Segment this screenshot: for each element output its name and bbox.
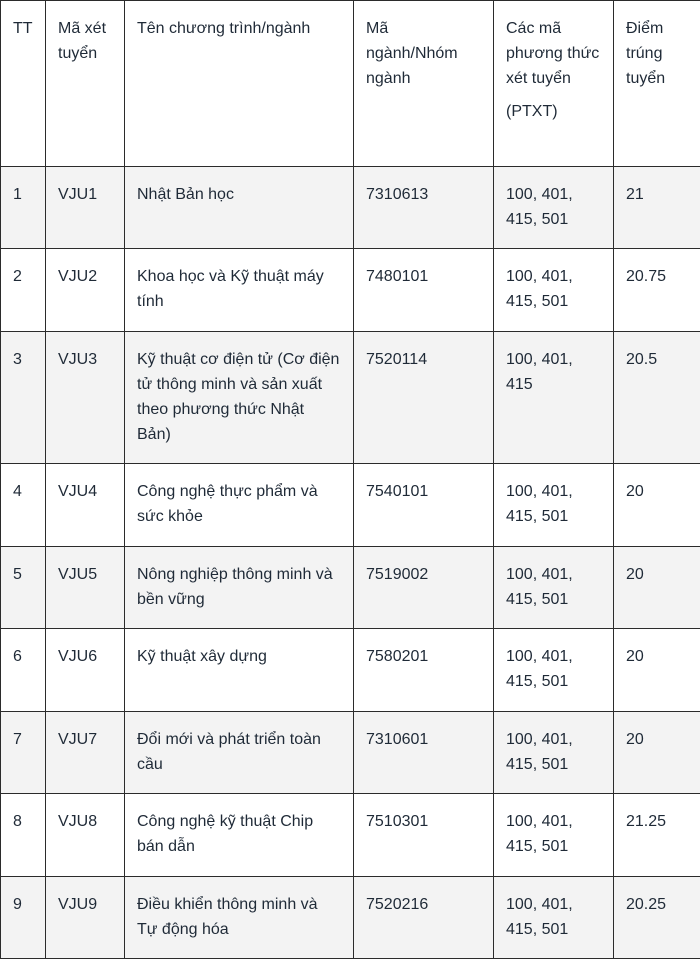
cell-ptxt: 100, 401, 415, 501	[494, 794, 614, 877]
table-row	[1, 167, 700, 249]
header-phuong-thuc-label: Các mã phương thức xét tuyển	[506, 20, 600, 87]
table-row	[1, 877, 700, 959]
header-ma-nganh: Mã ngành/Nhóm ngành	[354, 1, 494, 167]
cell-ma-nganh: 7520114	[354, 332, 494, 464]
cell-ten: Kỹ thuật xây dựng	[125, 629, 354, 712]
cell-tt: 6	[1, 629, 46, 712]
cell-diem: 20	[614, 547, 700, 629]
cell-ten: Điều khiển thông minh và Tự động hóa	[125, 877, 354, 959]
table-row	[1, 629, 700, 712]
cell-ma-nganh: 7580201	[354, 629, 494, 712]
cell-tt: 9	[1, 877, 46, 959]
cell-ten: Nông nghiệp thông minh và bền vững	[125, 547, 354, 629]
cell-ten: Khoa học và Kỹ thuật máy tính	[125, 249, 354, 332]
header-tt: TT	[1, 1, 46, 167]
table-row	[1, 249, 700, 332]
cell-ma-xet-tuyen: VJU5	[46, 547, 125, 629]
cell-ptxt: 100, 401, 415, 501	[494, 877, 614, 959]
cell-ten: Kỹ thuật cơ điện tử (Cơ điện tử thông minh và sản xuất theo phương thức Nhật Bản)	[125, 332, 354, 464]
cell-ma-nganh: 7519002	[354, 547, 494, 629]
cell-ma-xet-tuyen: VJU1	[46, 167, 125, 249]
cell-ma-nganh: 7480101	[354, 249, 494, 332]
header-diem-trung-tuyen: Điểm trúng tuyển	[614, 1, 700, 167]
cell-tt: 1	[1, 167, 46, 249]
cell-ptxt: 100, 401, 415, 501	[494, 167, 614, 249]
header-row	[1, 1, 700, 167]
cell-ptxt: 100, 401, 415, 501	[494, 464, 614, 547]
cell-tt: 4	[1, 464, 46, 547]
cell-tt: 2	[1, 249, 46, 332]
cell-ma-xet-tuyen: VJU8	[46, 794, 125, 877]
cell-diem: 21.25	[614, 794, 700, 877]
cell-ptxt: 100, 401, 415	[494, 332, 614, 464]
cell-ptxt: 100, 401, 415, 501	[494, 629, 614, 712]
cell-tt: 7	[1, 712, 46, 794]
header-ma-xet-tuyen: Mã xét tuyển	[46, 1, 125, 167]
cell-ten: Công nghệ kỹ thuật Chip bán dẫn	[125, 794, 354, 877]
cell-ma-xet-tuyen: VJU6	[46, 629, 125, 712]
cell-tt: 5	[1, 547, 46, 629]
cell-ma-xet-tuyen: VJU9	[46, 877, 125, 959]
cell-diem: 20.75	[614, 249, 700, 332]
cell-diem: 20.25	[614, 877, 700, 959]
table-row	[1, 464, 700, 547]
cell-ma-nganh: 7310601	[354, 712, 494, 794]
cell-diem: 21	[614, 167, 700, 249]
cell-tt: 3	[1, 332, 46, 464]
cell-diem: 20	[614, 464, 700, 547]
cell-ptxt: 100, 401, 415, 501	[494, 547, 614, 629]
cell-ten: Công nghệ thực phẩm và sức khỏe	[125, 464, 354, 547]
header-ten-chuong-trinh: Tên chương trình/ngành	[125, 1, 354, 167]
cell-ptxt: 100, 401, 415, 501	[494, 712, 614, 794]
cell-ptxt: 100, 401, 415, 501	[494, 249, 614, 332]
cell-ma-nganh: 7510301	[354, 794, 494, 877]
cell-diem: 20.5	[614, 332, 700, 464]
header-phuong-thuc	[494, 1, 614, 167]
cell-ten: Đổi mới và phát triển toàn cầu	[125, 712, 354, 794]
table-row	[1, 794, 700, 877]
header-phuong-thuc-note: (PTXT)	[506, 103, 558, 120]
cell-ma-xet-tuyen: VJU7	[46, 712, 125, 794]
cell-ma-nganh: 7520216	[354, 877, 494, 959]
cell-ten: Nhật Bản học	[125, 167, 354, 249]
cell-diem: 20	[614, 629, 700, 712]
cell-diem: 20	[614, 712, 700, 794]
cell-tt: 8	[1, 794, 46, 877]
cell-ma-nganh: 7540101	[354, 464, 494, 547]
table-row	[1, 332, 700, 464]
table-row	[1, 712, 700, 794]
cell-ma-xet-tuyen: VJU3	[46, 332, 125, 464]
cell-ma-xet-tuyen: VJU4	[46, 464, 125, 547]
cell-ma-xet-tuyen: VJU2	[46, 249, 125, 332]
table-row	[1, 547, 700, 629]
cell-ma-nganh: 7310613	[354, 167, 494, 249]
